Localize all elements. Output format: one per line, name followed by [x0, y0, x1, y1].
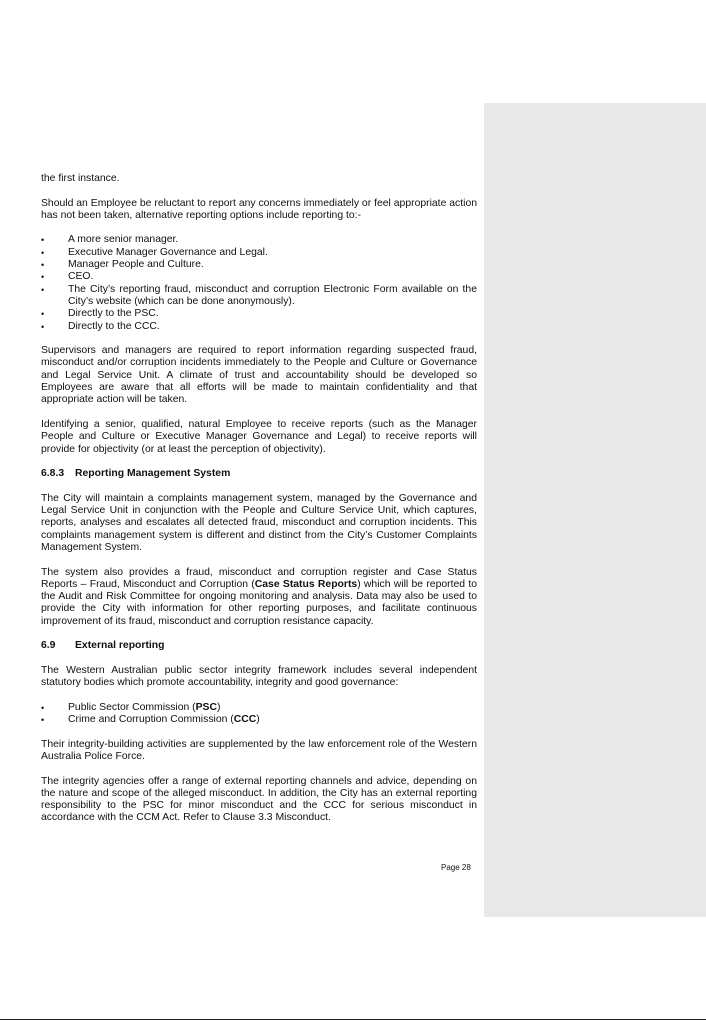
document-body	[41, 173, 477, 837]
paragraph: The City will maintain a complaints management system, managed by the Governance and Legal Service Unit in conjunction with the People and Culture Service Unit, which captures, reports, analyses and escalates all detected fraud, misconduct and corruption incidents. This complaints management system is different and distinct from the City’s Customer Complaints Management System.	[41, 492, 477, 553]
list-item	[41, 702, 477, 714]
list-item-text: Manager People and Culture.	[68, 259, 204, 271]
list-item-text: Directly to the CCC.	[68, 320, 160, 332]
bullet-icon: •	[41, 235, 45, 246]
list-item	[41, 308, 477, 320]
page-number: Page 28	[441, 863, 471, 872]
paragraph: Supervisors and managers are required to report information regarding suspected fraud, misconduct and/or corruption incidents immediately to the People and Culture or Governance and Legal Service Unit. A climate of trust and accountability should be developed so Employees are aware that all efforts will be made to maintain confidentiality and that appropriate action will be taken.	[41, 345, 477, 406]
bullet-icon: •	[41, 284, 45, 295]
paragraph: The Western Australian public sector integrity framework includes several independent statutory bodies which promote accountability, integrity and good governance:	[41, 664, 477, 689]
bold-term: Case Status Reports	[254, 578, 358, 590]
list-item	[41, 247, 477, 259]
reporting-options-list	[41, 234, 477, 332]
list-item-text: Public Sector Commission (	[68, 701, 196, 713]
list-item-text: Directly to the PSC.	[68, 308, 159, 320]
text-run: The system also provides a fraud, misconduct and corruption register and Case Status Reports – Fraud, Misconduct and Corruption (	[41, 566, 477, 590]
section-title: Reporting Management System	[75, 468, 231, 480]
list-item-text: CEO.	[68, 271, 94, 283]
section-number: 6.8.3	[41, 468, 65, 480]
list-item	[41, 234, 477, 246]
bullet-icon: •	[41, 272, 45, 283]
paragraph	[41, 567, 477, 628]
comment-pane	[484, 103, 706, 917]
bold-term: PSC	[195, 701, 217, 713]
list-item-text: Executive Manager Governance and Legal.	[68, 246, 268, 258]
paragraph: Their integrity-building activities are supplemented by the law enforcement role of the Western Australia Police Force.	[41, 738, 477, 762]
section-heading	[41, 640, 477, 652]
bullet-icon: •	[41, 702, 45, 713]
section-title: External reporting	[75, 640, 165, 652]
bullet-icon: •	[41, 309, 45, 320]
bold-term: CCC	[233, 714, 257, 726]
paragraph: the first instance.	[41, 173, 120, 184]
list-item	[41, 714, 477, 726]
page-bottom-rule	[0, 1019, 706, 1020]
bullet-icon: •	[41, 260, 45, 271]
section-number: 6.9	[41, 640, 56, 652]
list-item-text: )	[217, 701, 221, 713]
list-item	[41, 321, 477, 333]
list-item	[41, 284, 477, 309]
paragraph: Identifying a senior, qualified, natural Employee to receive reports (such as the Manager People and Culture or Executive Manager Governance and Legal) to receive reports will provide for objectivity (or at least the perception of objectivity).	[41, 418, 477, 455]
bullet-icon: •	[41, 715, 45, 726]
list-item	[41, 271, 477, 283]
text-run: ) which will be reported to the Audit and Risk Committee for ongoing monitoring and analysis. Data may also be used to provide the City with information for other reporting purposes, and facilitate continuous improvement of its fraud, misconduct and corruption resistance capacity.	[41, 578, 477, 627]
paragraph: The integrity agencies offer a range of external reporting channels and advice, depending on the nature and scope of the alleged misconduct. In addition, the City has an external reporting responsibility to the PSC for minor misconduct and the CCC for serious misconduct in accordance with the CCM Act. Refer to Clause 3.3 Misconduct.	[41, 775, 477, 824]
list-item-text: )	[256, 714, 260, 726]
integrity-bodies-list	[41, 702, 477, 727]
list-item-text: The City’s reporting fraud, misconduct and corruption Electronic Form available on the City’s website (which can be done anonymously).	[68, 283, 477, 307]
list-item	[41, 259, 477, 271]
list-item-text: A more senior manager.	[68, 234, 179, 246]
bullet-icon: •	[41, 247, 45, 258]
list-item-text: Crime and Corruption Commission (	[68, 714, 234, 726]
bullet-icon: •	[41, 321, 45, 332]
section-heading	[41, 468, 477, 480]
paragraph: Should an Employee be reluctant to report any concerns immediately or feel appropriate action has not been taken, alternative reporting options include reporting to:-	[41, 197, 477, 221]
